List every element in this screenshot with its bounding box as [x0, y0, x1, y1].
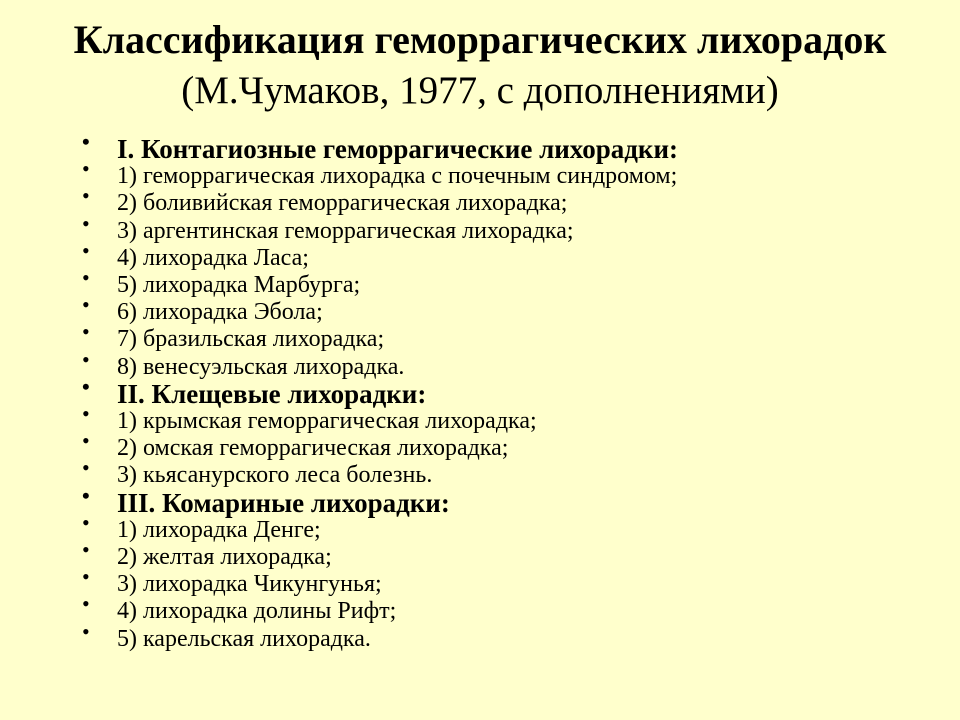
list-item [82, 183, 678, 217]
list-item-text: 4) лихорадка Ласа; [117, 244, 309, 271]
list-item [82, 210, 678, 245]
list-item [82, 537, 678, 571]
list-item-text: 1) лихорадка Денге; [117, 516, 321, 543]
bullet-icon: • [82, 482, 90, 508]
bullet-icon: • [82, 319, 90, 345]
slide-title: Классификация геморрагических лихорадок [73, 17, 887, 62]
list-item-text: 4) лихорадка долины Рифт; [117, 598, 397, 625]
list-item-text: 3) кьясанурского леса болезнь. [117, 462, 433, 489]
list-item [82, 455, 678, 489]
list-item-text: 1) крымская геморрагическая лихорадка; [117, 408, 537, 435]
list-item [82, 618, 678, 653]
list-item-text: 5) карельская лихорадка. [117, 625, 371, 652]
classification-list [82, 129, 679, 653]
bullet-icon: • [82, 237, 90, 263]
list-item-text: 2) желтая лихорадка; [117, 544, 332, 571]
bullet-icon: • [82, 129, 90, 154]
bullet-icon: • [82, 509, 90, 535]
bullet-icon: • [82, 401, 90, 427]
list-item-text: 8) венесуэльская лихорадка. [117, 353, 405, 380]
list-item [82, 401, 678, 435]
list-item-text: 1) геморрагическая лихорадка с почечным синдромом; [117, 163, 678, 190]
bullet-icon: • [82, 455, 90, 481]
list-item [82, 564, 678, 598]
list-item-header [82, 373, 678, 409]
list-item-text: I. Контагиозные геморрагические лихорадки: [117, 134, 679, 164]
bullet-icon: • [82, 292, 90, 318]
bullet-icon: • [82, 591, 90, 617]
list-item-header [82, 129, 679, 164]
bullet-icon: • [82, 618, 90, 644]
bullet-icon: • [82, 428, 90, 454]
bullet-icon: • [82, 564, 90, 590]
slide-subtitle: (М.Чумаков, 1977, с дополнениями) [181, 69, 779, 112]
bullet-icon: • [82, 346, 90, 372]
bullet-icon: • [82, 183, 90, 209]
list-item-text: II. Клещевые лихорадки: [117, 378, 427, 409]
bullet-icon: • [82, 156, 90, 182]
list-item [82, 591, 678, 625]
list-item-text: 3) аргентинская геморрагическая лихорадка; [117, 217, 574, 244]
list-item-text: 5) лихорадка Марбурга; [117, 272, 361, 299]
list-item [82, 265, 678, 299]
bullet-icon: • [82, 210, 90, 236]
list-item [82, 237, 678, 272]
list-item-text: 3) лихорадка Чикунгунья; [117, 571, 382, 598]
list-item [82, 428, 678, 462]
bullet-icon: • [82, 537, 90, 563]
list-item-text: 2) омская геморрагическая лихорадка; [117, 435, 509, 462]
list-item-header [82, 482, 678, 518]
bullet-icon: • [82, 373, 90, 399]
list-item-text: III. Комариные лихорадки: [117, 487, 450, 518]
list-item-text: 7) бразильская лихорадка; [117, 326, 385, 353]
list-item [82, 319, 678, 353]
list-item [82, 292, 678, 326]
list-item [82, 509, 678, 544]
list-item [82, 156, 678, 190]
list-item [82, 346, 678, 381]
list-item-text: 6) лихорадка Эбола; [117, 299, 323, 326]
list-item-text: 2) боливийская геморрагическая лихорадка; [117, 190, 568, 217]
bullet-icon: • [82, 265, 90, 291]
